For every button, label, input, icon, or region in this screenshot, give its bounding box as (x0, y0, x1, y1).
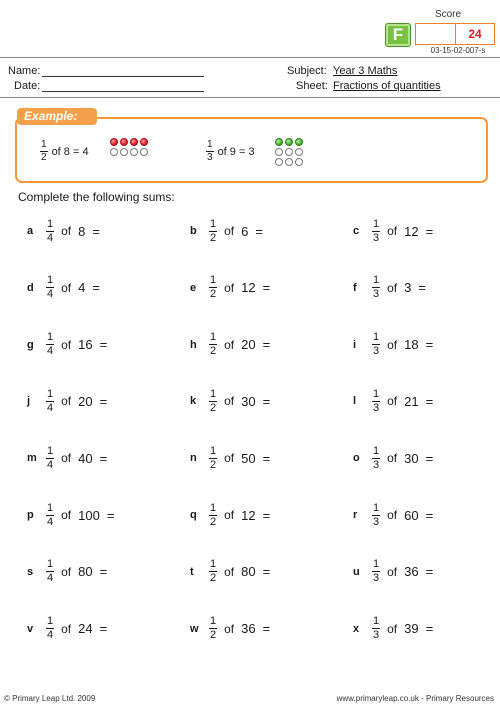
equals-sign: = (99, 337, 108, 353)
counter-dot-empty (275, 158, 283, 166)
quantity: 18 (404, 337, 419, 353)
fraction-numerator: 1 (210, 217, 217, 230)
question-g (27, 332, 107, 358)
fraction-denominator: 3 (373, 572, 380, 585)
example-item-1 (40, 140, 89, 163)
fraction-numerator: 1 (47, 274, 54, 287)
equals-sign: = (425, 223, 434, 239)
fraction-numerator: 1 (47, 558, 54, 571)
question-label: w (190, 622, 199, 635)
quantity: 20 (78, 393, 93, 409)
fraction-numerator: 1 (41, 139, 47, 150)
fraction (46, 446, 54, 471)
logo-icon (385, 23, 411, 47)
quantity: 4 (78, 280, 86, 296)
question-r (353, 502, 433, 528)
question-d (27, 275, 100, 301)
fraction (46, 559, 54, 584)
date-field[interactable] (42, 91, 204, 92)
question-q (190, 502, 270, 528)
score-value: 24 (455, 23, 495, 45)
fraction-denominator: 3 (373, 288, 380, 301)
question-label: r (353, 509, 358, 521)
quantity: 24 (78, 621, 93, 637)
fraction-denominator: 3 (373, 458, 380, 471)
equals-sign: = (425, 393, 434, 409)
equals-sign: = (425, 621, 434, 637)
of-word: of (61, 508, 72, 522)
fraction (372, 503, 380, 528)
fraction (46, 332, 54, 357)
question-label: n (190, 452, 197, 465)
equals-sign: = (262, 280, 271, 296)
question-a (27, 218, 100, 244)
equals-sign: = (262, 507, 271, 523)
question-label: v (27, 622, 34, 635)
example-item-2 (206, 140, 255, 163)
fraction-denominator: 3 (373, 231, 380, 244)
fraction (46, 275, 54, 300)
fraction-denominator: 4 (47, 231, 54, 244)
quantity: 40 (78, 450, 93, 466)
question-f (353, 275, 426, 301)
equals-sign: = (92, 223, 100, 239)
quantity: 60 (404, 507, 419, 523)
fraction-numerator: 1 (47, 615, 54, 628)
of-word: of (224, 564, 235, 579)
fraction (209, 275, 217, 300)
question-label: x (353, 622, 360, 635)
fraction-numerator: 1 (373, 501, 380, 514)
question-j (27, 388, 107, 414)
fraction (372, 219, 380, 244)
of-word: of (387, 280, 398, 295)
fraction-numerator: 1 (373, 387, 380, 400)
of-word: of (224, 451, 235, 466)
of-word: of (61, 224, 72, 238)
counter-dot-empty (130, 148, 138, 156)
quantity: 12 (241, 507, 256, 523)
fraction-numerator: 1 (47, 331, 54, 344)
fraction-denominator: 3 (373, 515, 380, 528)
quantity: 16 (78, 337, 93, 353)
of-word: of (224, 508, 235, 522)
fraction-numerator: 1 (373, 217, 380, 230)
counter-dot-empty (285, 148, 293, 156)
quantity: 80 (78, 564, 93, 580)
instruction-text: Complete the following sums: (18, 190, 175, 204)
fraction-numerator: 1 (373, 331, 380, 344)
equals-sign: = (262, 337, 271, 353)
question-l (353, 388, 433, 414)
fraction (372, 616, 380, 641)
question-label: m (27, 452, 37, 465)
equals-sign: = (255, 223, 263, 239)
quantity: 39 (404, 621, 419, 637)
counter-dot-empty (140, 148, 148, 156)
fraction-denominator: 2 (210, 231, 217, 244)
fraction-denominator: 4 (47, 345, 54, 358)
quantity: 8 (78, 223, 86, 239)
quantity: 80 (241, 564, 256, 580)
fraction-denominator: 3 (207, 152, 213, 163)
of-word: of (61, 621, 72, 636)
equals-sign: = (99, 450, 108, 466)
quantity: 3 (404, 280, 412, 296)
counter-dot-filled (120, 138, 128, 146)
quantity: 50 (241, 450, 256, 466)
sheet-code: 03-15-02-007-s (430, 46, 486, 55)
fraction-denominator: 3 (373, 629, 380, 642)
fraction (46, 389, 54, 414)
counter-dot-filled (275, 138, 283, 146)
of-word: of (61, 451, 72, 466)
fraction-denominator: 4 (47, 629, 54, 642)
of-word: of (224, 621, 235, 636)
question-label: b (190, 225, 197, 237)
equals-sign: = (99, 393, 108, 409)
question-v (27, 616, 107, 642)
header-divider (0, 57, 500, 58)
fraction-numerator: 1 (210, 387, 217, 400)
question-u (353, 559, 433, 585)
question-label: f (353, 281, 357, 294)
quantity: 20 (241, 337, 256, 353)
equals-sign: = (99, 621, 108, 637)
counter-dot-empty (110, 148, 118, 156)
fraction-numerator: 1 (210, 558, 217, 571)
fraction-numerator: 1 (47, 217, 54, 230)
equals-sign: = (425, 450, 434, 466)
question-label: i (353, 338, 357, 351)
fraction-numerator: 1 (47, 501, 54, 514)
of-word: of (387, 564, 398, 579)
fraction-denominator: 2 (210, 572, 217, 585)
question-label: t (190, 565, 194, 578)
fraction (206, 140, 214, 163)
fraction-numerator: 1 (373, 274, 380, 287)
fraction (209, 332, 217, 357)
fraction-denominator: 2 (210, 629, 217, 642)
counter-dot-empty (295, 158, 303, 166)
of-word: of (387, 508, 398, 522)
fraction-denominator: 2 (41, 152, 47, 163)
counter-dot-filled (285, 138, 293, 146)
of-word: of (224, 337, 235, 352)
fraction (372, 275, 380, 300)
fraction (209, 219, 217, 244)
fraction-denominator: 4 (47, 515, 54, 528)
quantity: 100 (78, 507, 100, 523)
question-label: s (27, 565, 34, 578)
question-e (190, 275, 270, 301)
quantity: 36 (241, 621, 256, 637)
counter-dot-empty (295, 148, 303, 156)
name-field[interactable] (42, 76, 204, 77)
question-b (190, 218, 263, 244)
of-word: of (387, 224, 398, 238)
quantity: 12 (241, 280, 256, 296)
copyright-text: © Primary Leap Ltd. 2009 (4, 694, 96, 703)
logo-letter: F (392, 25, 404, 44)
question-t (190, 559, 270, 585)
fraction-denominator: 2 (210, 345, 217, 358)
subject-value: Year 3 Maths (333, 65, 398, 77)
counter-dots-red (110, 138, 154, 162)
fraction (209, 559, 217, 584)
fraction-denominator: 2 (210, 288, 217, 301)
fraction-numerator: 1 (47, 387, 54, 400)
quantity: 36 (404, 564, 419, 580)
of-word: of (61, 280, 72, 295)
of-word: of (387, 394, 398, 409)
equals-sign: = (262, 450, 271, 466)
question-label: g (27, 338, 34, 351)
fields-divider (0, 97, 500, 98)
fraction (46, 503, 54, 528)
counter-dot-filled (110, 138, 118, 146)
fraction-numerator: 1 (210, 331, 217, 344)
question-m (27, 445, 107, 471)
counter-dot-empty (275, 148, 283, 156)
fraction-numerator: 1 (373, 615, 380, 628)
fraction-numerator: 1 (373, 558, 380, 571)
fraction-numerator: 1 (207, 139, 213, 150)
question-label: h (190, 338, 197, 351)
equals-sign: = (262, 393, 271, 409)
question-label: q (190, 509, 197, 521)
counter-dot-empty (285, 158, 293, 166)
question-label: l (353, 395, 357, 408)
question-h (190, 332, 270, 358)
fraction-denominator: 3 (373, 401, 380, 414)
fraction-denominator: 3 (373, 345, 380, 358)
score-box-empty (415, 23, 455, 45)
of-word: of (387, 337, 398, 352)
equals-sign: = (99, 564, 108, 580)
fraction-denominator: 2 (210, 401, 217, 414)
question-label: a (27, 225, 34, 237)
fraction (46, 219, 54, 244)
question-k (190, 388, 270, 414)
fraction-denominator: 4 (47, 572, 54, 585)
fraction-numerator: 1 (210, 274, 217, 287)
fraction (209, 389, 217, 414)
sheet-value: Fractions of quantities (333, 80, 441, 92)
fraction-denominator: 4 (47, 458, 54, 471)
question-label: o (353, 452, 360, 465)
fraction-numerator: 1 (210, 501, 217, 514)
quantity: 6 (241, 223, 249, 239)
equals-sign: = (425, 507, 434, 523)
of-word: of (387, 451, 398, 466)
score-label: Score (434, 9, 462, 20)
quantity: 30 (241, 393, 256, 409)
quantity: 30 (404, 450, 419, 466)
of-word: of (224, 280, 235, 295)
example-text: of 9 = 3 (217, 145, 255, 158)
of-word: of (61, 394, 72, 409)
fraction-numerator: 1 (47, 444, 54, 457)
fraction-denominator: 2 (210, 515, 217, 528)
fraction (209, 446, 217, 471)
question-label: u (353, 565, 360, 578)
counter-dot-filled (295, 138, 303, 146)
fraction-denominator: 4 (47, 288, 54, 301)
equals-sign: = (262, 621, 271, 637)
question-o (353, 445, 433, 471)
fraction-numerator: 1 (210, 444, 217, 457)
question-label: d (27, 281, 34, 294)
question-label: j (27, 395, 31, 408)
website-text: www.primaryleap.co.uk - Primary Resources (336, 694, 494, 703)
of-word: of (224, 224, 235, 238)
fraction (46, 616, 54, 641)
equals-sign: = (425, 337, 434, 353)
equals-sign: = (262, 564, 271, 580)
of-word: of (61, 337, 72, 352)
quantity: 21 (404, 393, 419, 409)
fraction (40, 140, 48, 163)
equals-sign: = (106, 507, 115, 523)
example-tab: Example: (17, 108, 97, 125)
counter-dot-filled (140, 138, 148, 146)
date-label: Date: (14, 80, 41, 92)
question-p (27, 502, 114, 528)
fraction (372, 559, 380, 584)
fraction (209, 503, 217, 528)
question-c (353, 218, 433, 244)
question-label: p (27, 509, 34, 521)
example-text: of 8 = 4 (51, 145, 89, 158)
quantity: 12 (404, 223, 419, 239)
of-word: of (224, 394, 235, 409)
counter-dot-filled (130, 138, 138, 146)
question-label: k (190, 395, 197, 408)
fraction-denominator: 2 (210, 458, 217, 471)
fraction (372, 446, 380, 471)
question-n (190, 445, 270, 471)
equals-sign: = (425, 564, 434, 580)
sheet-label: Sheet: (296, 80, 328, 92)
name-label: Name: (8, 65, 41, 77)
counter-dot-empty (120, 148, 128, 156)
of-word: of (387, 621, 398, 636)
of-word: of (61, 564, 72, 579)
counter-dots-green (275, 138, 309, 170)
question-s (27, 559, 107, 585)
subject-label: Subject: (287, 65, 327, 77)
equals-sign: = (418, 280, 426, 296)
question-w (190, 616, 270, 642)
fraction-numerator: 1 (373, 444, 380, 457)
equals-sign: = (92, 280, 100, 296)
question-label: c (353, 225, 360, 237)
fraction (372, 332, 380, 357)
question-i (353, 332, 433, 358)
question-label: e (190, 281, 197, 294)
question-x (353, 616, 433, 642)
fraction (209, 616, 217, 641)
fraction-numerator: 1 (210, 615, 217, 628)
fraction (372, 389, 380, 414)
fraction-denominator: 4 (47, 401, 54, 414)
